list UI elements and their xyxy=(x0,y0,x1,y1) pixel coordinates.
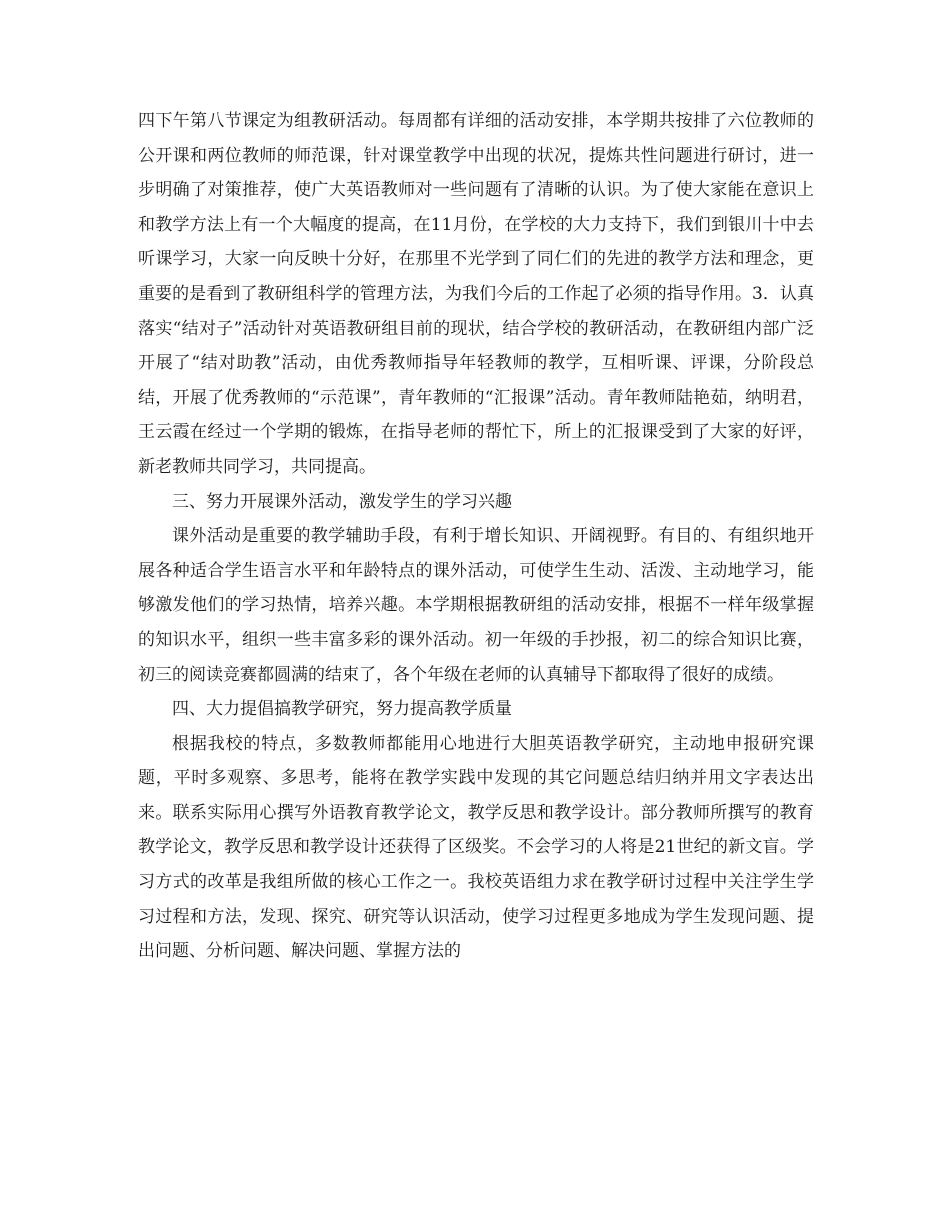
paragraph-teaching-research: 根据我校的特点，多数教师都能用心地进行大胆英语教学研究，主动地申报研究课题，平时多观察、多思考，能将在教学实践中发现的其它问题总结归纳并用文字表达出来。联系实际用心撰写外语教育教学论文，教学反思和教学设计。部分教师所撰写的教育教学论文，教学反思和教学设计还获得了区级奖。不会学习的人将是21世纪的新文盲。学习方式的改革是我组所做的核心工作之一。我校英语组力求在教学研讨过程中关注学生学习过程和方法，发现、探究、研究等认识活动，使学习过程更多地成为学生发现问题、提出问题、分析问题、解决问题、掌握方法的 xyxy=(138,733,814,962)
document-body xyxy=(138,104,814,969)
section-heading-teaching-research: 四、大力提倡搞教学研究，努力提高教学质量 xyxy=(172,699,512,720)
paragraph-teaching-research-continued: 四下午第八节课定为组教研活动。每周都有详细的活动安排，本学期共按排了六位教师的公开课和两位教师的师范课，针对课堂教学中出现的状况，提炼共性问题进行研讨，进一步明确了对策推荐，使广大英语教师对一些问题有了清晰的认识。为了使大家能在意识上和教学方法上有一个大幅度的提高，在11月份，在学校的大力支持下，我们到银川十中去听课学习，大家一向反映十分好，在那里不光学到了同仁们的先进的教学方法和理念，更重要的是看到了教研组科学的管理方法，为我们今后的工作起了必须的指导作用。3．认真落实“结对子”活动针对英语教研组目前的现状，结合学校的教研活动，在教研组内部广泛开展了“结对助教”活动，由优秀教师指导年轻教师的教学，互相听课、评课，分阶段总结，开展了优秀教师的“示范课”，青年教师的“汇报课”活动。青年教师陆艳茹，纳明君，王云霞在经过一个学期的锻炼，在指导老师的帮忙下，所上的汇报课受到了大家的好评，新老教师共同学习，共同提高。 xyxy=(138,111,814,477)
paragraph-extracurricular: 课外活动是重要的教学辅助手段，有利于增长知识、开阔视野。有目的、有组织地开展各种适合学生语言水平和年龄特点的课外活动，可使学生生动、活泼、主动地学习，能够激发他们的学习热情，培养兴趣。本学期根据教研组的活动安排，根据不一样年级掌握的知识水平，组织一些丰富多彩的课外活动。初一年级的手抄报，初二的综合知识比赛，初三的阅读竞赛都圆满的结束了，各个年级在老师的认真辅导下都取得了很好的成绩。 xyxy=(138,526,814,685)
section-heading-extracurricular: 三、努力开展课外活动，激发学生的学习兴趣 xyxy=(172,491,512,512)
